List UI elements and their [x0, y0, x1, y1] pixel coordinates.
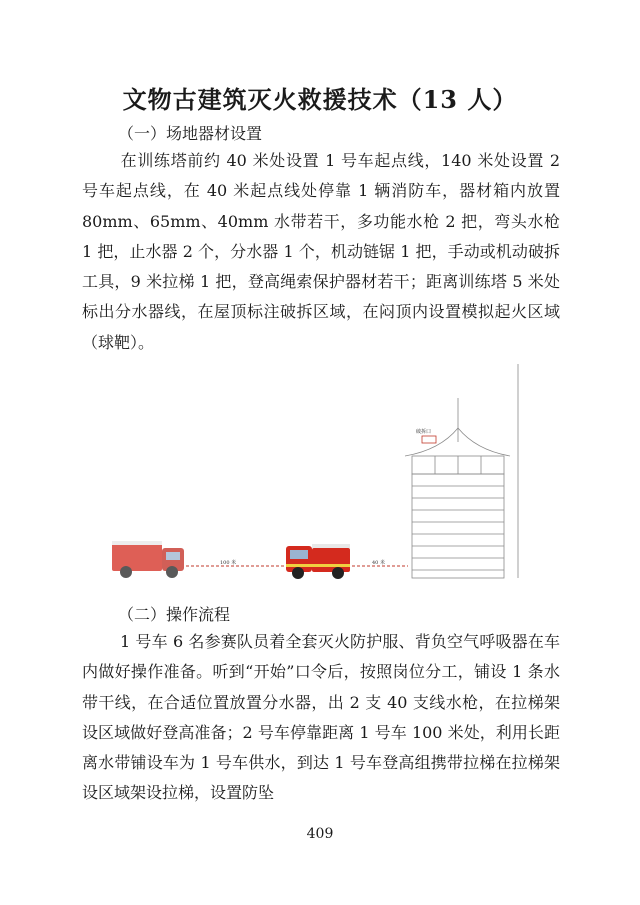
- section-1-heading: （一）场地器材设置: [118, 124, 263, 143]
- section-2-text: 1 号车 6 名参赛队员着全套灭火防护服、背负空气呼吸器在车内做好操作准备。听到“开始”口令后，按照岗位分工，铺设 1 条水带干线，在合适位置放置分水器，出 2 支 40 支线水枪，在拉梯架设区域做好登高准备；2 号车停靠距离 1 号车 100 米处，利用长距离水带铺设车为 1 号车供水，到达 1 号车登高组携带拉梯在拉梯架设区域架设拉梯，设置防坠: [82, 632, 560, 803]
- document-title: 文物古建筑灭火救援技术（13 人）: [122, 85, 518, 114]
- page-number: 409: [306, 826, 334, 842]
- truck-1-icon: [286, 544, 350, 579]
- truck-2-icon: [112, 541, 184, 578]
- section-2-heading: （二）操作流程: [118, 605, 231, 624]
- section-1-text: 在训练塔前约 40 米处设置 1 号车起点线，140 米处设置 2 号车起点线，在 40 米起点线处停靠 1 辆消防车，器材箱内放置 80mm、65mm、40mm 水带若干，多功能水枪 2 把，弯头水枪 1 把，止水器 2 个，分水器 1 个，机动链锯 1 把，手动或机动破拆工具，9 米拉梯 1 把，登高绳索保护器材若干；距离训练塔 5 米处标出分水器线，在屋顶标注破拆区域，在闷顶内设置模拟起火区域（球靶）。: [82, 151, 560, 352]
- label-40m: 40 米: [372, 560, 385, 566]
- training-site-diagram: [100, 358, 540, 588]
- breach-label: 破拆口: [416, 429, 432, 435]
- section-1-paragraph: [82, 146, 560, 358]
- label-100m: 100 米: [220, 560, 237, 566]
- training-tower: [405, 364, 518, 578]
- section-2-paragraph: [82, 627, 560, 809]
